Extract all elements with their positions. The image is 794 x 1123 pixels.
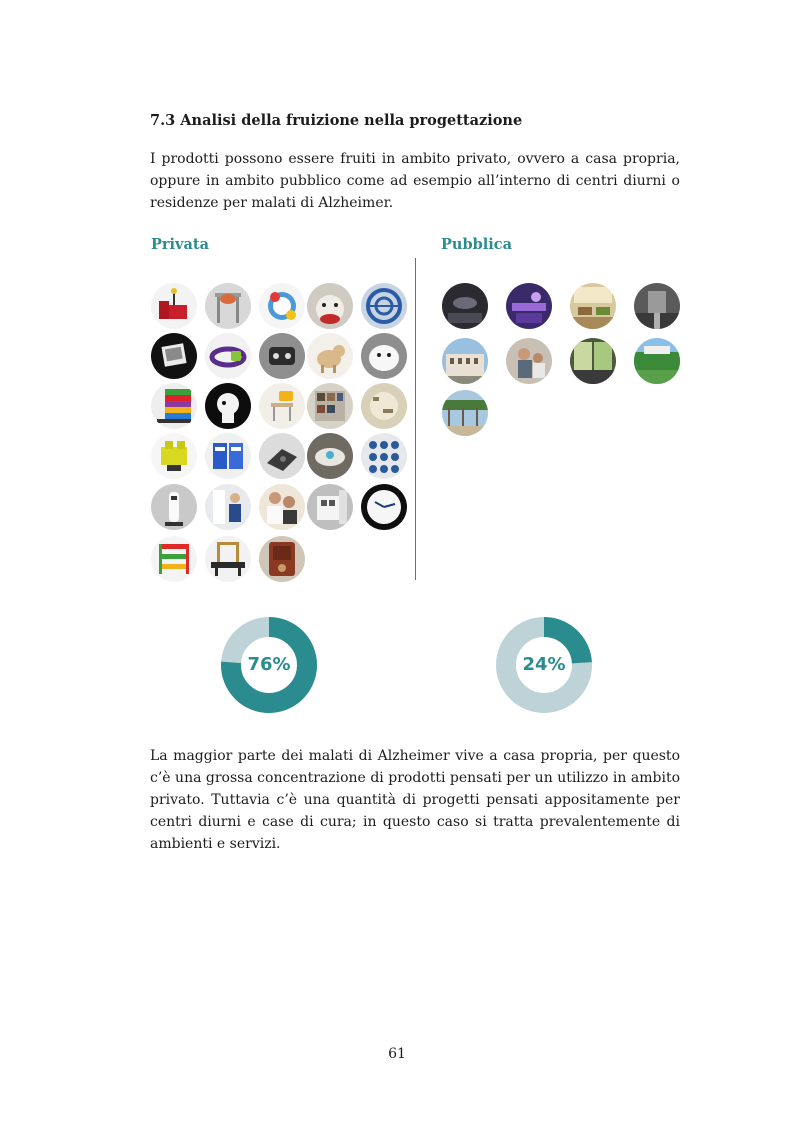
private-share-donut	[221, 617, 317, 713]
private-column-title: Privata	[151, 236, 209, 253]
product-thumbnail	[151, 433, 197, 479]
product-thumbnail	[307, 383, 353, 429]
product-thumbnail	[259, 484, 305, 530]
environment-thumbnail	[442, 338, 488, 384]
environment-thumbnail	[570, 338, 616, 384]
section-heading: 7.3 Analisi della fruizione nella progettazione	[150, 112, 523, 129]
product-thumbnail	[259, 283, 305, 329]
environment-thumbnail	[442, 390, 488, 436]
product-thumbnail	[205, 536, 251, 582]
product-thumbnail	[307, 433, 353, 479]
product-thumbnail	[205, 333, 251, 379]
product-thumbnail	[151, 333, 197, 379]
environment-thumbnail	[634, 338, 680, 384]
donut-percentage-label: 76%	[247, 654, 291, 675]
product-thumbnail	[307, 283, 353, 329]
public-column-title: Pubblica	[441, 236, 512, 253]
product-thumbnail	[307, 333, 353, 379]
product-thumbnail	[205, 383, 251, 429]
environment-thumbnail	[506, 338, 552, 384]
column-divider	[415, 258, 416, 580]
product-thumbnail	[259, 536, 305, 582]
environment-thumbnail	[570, 283, 616, 329]
product-thumbnail	[259, 433, 305, 479]
product-thumbnail	[205, 433, 251, 479]
product-thumbnail	[205, 484, 251, 530]
product-thumbnail	[151, 484, 197, 530]
product-thumbnail	[361, 283, 407, 329]
donut-percentage-label: 24%	[522, 654, 566, 675]
product-thumbnail	[361, 383, 407, 429]
product-thumbnail	[259, 383, 305, 429]
product-thumbnail	[151, 283, 197, 329]
product-thumbnail	[259, 333, 305, 379]
product-thumbnail	[307, 484, 353, 530]
product-thumbnail	[361, 333, 407, 379]
environment-thumbnail	[634, 283, 680, 329]
product-thumbnail	[361, 433, 407, 479]
product-thumbnail	[205, 283, 251, 329]
public-share-donut	[496, 617, 592, 713]
product-thumbnail	[151, 383, 197, 429]
environment-thumbnail	[442, 283, 488, 329]
environment-thumbnail	[506, 283, 552, 329]
product-thumbnail	[151, 536, 197, 582]
product-thumbnail	[361, 484, 407, 530]
page-number: 61	[388, 1046, 406, 1062]
conclusion-paragraph: La maggior parte dei malati di Alzheimer vive a casa propria, per questo c’è una grossa concentrazione di prodotti pensati per un utilizzo in ambito privato. Tuttavia c’è una quantità di progetti pensati appositamente per centri diurni e case di cura; in questo caso si tratta prevalentemente di ambienti e servizi.	[150, 748, 680, 852]
intro-paragraph: I prodotti possono essere fruiti in ambito privato, ovvero a casa propria, oppure in ambito pubblico come ad esempio all’interno di centri diurni o residenze per malati di Alzheimer.	[150, 151, 680, 211]
